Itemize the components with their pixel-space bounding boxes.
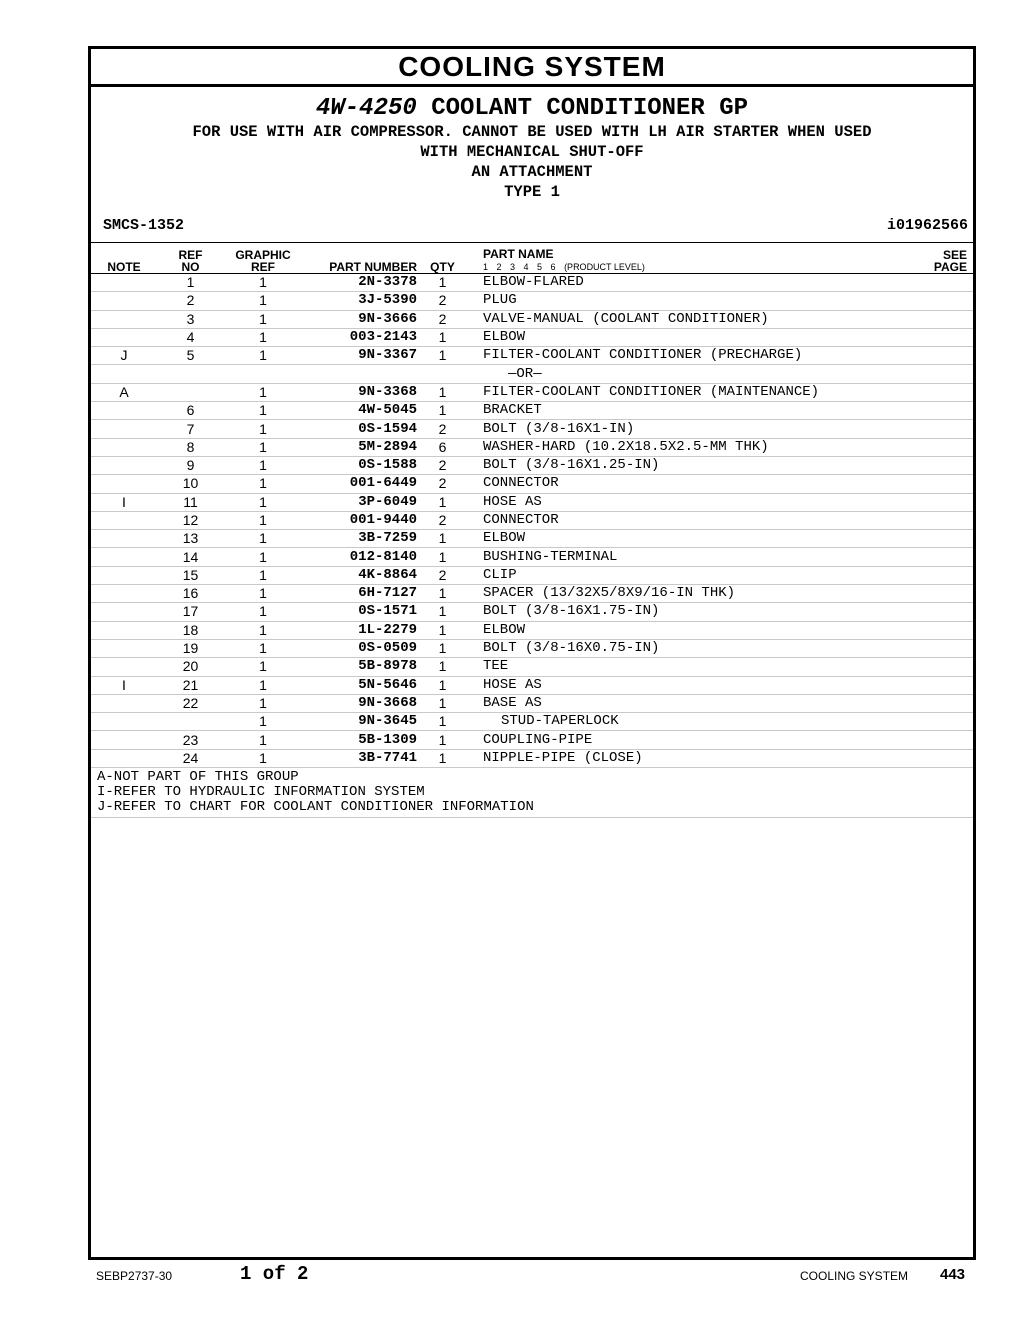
cell-note	[91, 365, 157, 383]
table-row	[91, 731, 973, 749]
cell-ref-no: 9	[157, 456, 224, 474]
cell-qty: 2	[417, 475, 468, 493]
cell-part-number: 9N-3645	[302, 713, 417, 731]
cell-qty: 1	[417, 639, 468, 657]
cell-ref-no: 8	[157, 438, 224, 456]
table-row	[91, 420, 973, 438]
cell-part-number: 0S-1571	[302, 603, 417, 621]
cell-graphic-ref: 1	[224, 328, 302, 346]
col-ref-no-top: REF	[178, 248, 203, 262]
cell-note	[91, 658, 157, 676]
cell-part-name: ELBOW	[468, 530, 912, 548]
cell-see-page	[912, 694, 973, 712]
cell-see-page	[912, 383, 973, 401]
cell-graphic-ref: 1	[224, 585, 302, 603]
cell-qty: 1	[417, 731, 468, 749]
note-line: A-NOT PART OF THIS GROUP	[97, 769, 299, 786]
cell-graphic-ref: 1	[224, 402, 302, 420]
cell-note: A	[91, 383, 157, 401]
cell-part-name: FILTER-COOLANT CONDITIONER (MAINTENANCE)	[468, 383, 912, 401]
table-row	[91, 456, 973, 474]
cell-see-page	[912, 548, 973, 566]
cell-qty: 2	[417, 420, 468, 438]
cell-see-page	[912, 402, 973, 420]
col-see-page	[912, 243, 973, 274]
cell-part-name: WASHER-HARD (10.2X18.5X2.5-MM THK)	[468, 438, 912, 456]
cell-part-number: 001-6449	[302, 475, 417, 493]
cell-graphic-ref: 1	[224, 292, 302, 310]
cell-note	[91, 310, 157, 328]
cell-qty: 2	[417, 292, 468, 310]
cell-graphic-ref: 1	[224, 420, 302, 438]
cell-part-number: 6H-7127	[302, 585, 417, 603]
cell-see-page	[912, 347, 973, 365]
cell-graphic-ref: 1	[224, 530, 302, 548]
cell-note	[91, 713, 157, 731]
cell-qty: 1	[417, 658, 468, 676]
group-note-line: AN ATTACHMENT	[471, 163, 593, 181]
cell-graphic-ref: 1	[224, 566, 302, 584]
cell-ref-no: 4	[157, 328, 224, 346]
cell-note	[91, 328, 157, 346]
cell-part-number: 5N-5646	[302, 676, 417, 694]
cell-graphic-ref: 1	[224, 639, 302, 657]
cell-graphic-ref: 1	[224, 475, 302, 493]
cell-see-page	[912, 292, 973, 310]
cell-graphic-ref: 1	[224, 713, 302, 731]
group-note-line: FOR USE WITH AIR COMPRESSOR. CANNOT BE USED WITH LH AIR STARTER WHEN USED	[192, 123, 872, 141]
table-row	[91, 603, 973, 621]
cell-ref-no: 2	[157, 292, 224, 310]
cell-see-page	[912, 475, 973, 493]
cell-see-page	[912, 438, 973, 456]
cell-note	[91, 731, 157, 749]
cell-note: I	[91, 493, 157, 511]
cell-ref-no: 14	[157, 548, 224, 566]
table-row	[91, 383, 973, 401]
cell-qty: 1	[417, 676, 468, 694]
cell-qty: 1	[417, 274, 468, 292]
table-row	[91, 566, 973, 584]
cell-ref-no: 24	[157, 749, 224, 767]
cell-part-number: 012-8140	[302, 548, 417, 566]
cell-see-page	[912, 585, 973, 603]
cell-ref-no: 10	[157, 475, 224, 493]
level-numbers: 1 2 3 4 5 6	[483, 262, 556, 272]
cell-part-number: 9N-3368	[302, 383, 417, 401]
cell-part-number: 3J-5390	[302, 292, 417, 310]
table-row	[91, 292, 973, 310]
group-number: 4W-4250	[315, 95, 417, 122]
cell-qty: 1	[417, 603, 468, 621]
table-row	[91, 621, 973, 639]
cell-see-page	[912, 420, 973, 438]
table-row	[91, 548, 973, 566]
cell-part-number: 3B-7259	[302, 530, 417, 548]
group-header	[91, 95, 973, 243]
group-name: COOLANT CONDITIONER GP	[431, 95, 749, 122]
table-row	[91, 676, 973, 694]
cell-qty: 1	[417, 328, 468, 346]
cell-graphic-ref: 1	[224, 456, 302, 474]
cell-ref-no: 7	[157, 420, 224, 438]
cell-see-page	[912, 310, 973, 328]
cell-ref-no	[157, 713, 224, 731]
cell-ref-no: 20	[157, 658, 224, 676]
cell-qty: 1	[417, 530, 468, 548]
note-line: I-REFER TO HYDRAULIC INFORMATION SYSTEM	[97, 784, 425, 801]
cell-note	[91, 274, 157, 292]
cell-qty: 1	[417, 694, 468, 712]
table-row	[91, 639, 973, 657]
cell-part-name: HOSE AS	[468, 493, 912, 511]
cell-part-name: BASE AS	[468, 694, 912, 712]
cell-see-page	[912, 603, 973, 621]
cell-part-name: FILTER-COOLANT CONDITIONER (PRECHARGE)	[468, 347, 912, 365]
cell-graphic-ref: 1	[224, 493, 302, 511]
cell-see-page	[912, 530, 973, 548]
cell-ref-no: 3	[157, 310, 224, 328]
cell-part-number: 1L-2279	[302, 621, 417, 639]
cell-graphic-ref: 1	[224, 438, 302, 456]
smcs-code: SMCS-1352	[103, 217, 185, 234]
cell-ref-no: 5	[157, 347, 224, 365]
cell-part-number: 2N-3378	[302, 274, 417, 292]
cell-part-name: CONNECTOR	[468, 475, 912, 493]
cell-ref-no: 22	[157, 694, 224, 712]
table-row	[91, 475, 973, 493]
table-header-row	[91, 243, 973, 274]
cell-graphic-ref: 1	[224, 676, 302, 694]
cell-qty: 1	[417, 383, 468, 401]
cell-qty: 1	[417, 585, 468, 603]
col-ref-no	[157, 243, 224, 274]
cell-ref-no	[157, 365, 224, 383]
cell-part-number: 0S-1594	[302, 420, 417, 438]
cell-qty: 2	[417, 310, 468, 328]
cell-part-number: 9N-3668	[302, 694, 417, 712]
cell-part-number: 0S-1588	[302, 456, 417, 474]
cell-part-name: —OR—	[468, 365, 912, 383]
table-row	[91, 530, 973, 548]
cell-qty: 1	[417, 548, 468, 566]
cell-part-name: ELBOW-FLARED	[468, 274, 912, 292]
cell-note	[91, 530, 157, 548]
cell-note	[91, 585, 157, 603]
cell-see-page	[912, 731, 973, 749]
cell-see-page	[912, 328, 973, 346]
page-frame	[88, 46, 976, 1260]
cell-note	[91, 438, 157, 456]
table-row	[91, 438, 973, 456]
cell-see-page	[912, 566, 973, 584]
cell-ref-no: 15	[157, 566, 224, 584]
cell-ref-no: 1	[157, 274, 224, 292]
col-qty: QTY	[417, 243, 468, 274]
cell-part-number: 001-9440	[302, 511, 417, 529]
cell-graphic-ref: 1	[224, 274, 302, 292]
cell-part-name: ELBOW	[468, 621, 912, 639]
cell-part-number: 9N-3666	[302, 310, 417, 328]
cell-note	[91, 420, 157, 438]
cell-note	[91, 621, 157, 639]
footer-section: COOLING SYSTEM	[800, 1269, 909, 1283]
table-row	[91, 658, 973, 676]
cell-see-page	[912, 493, 973, 511]
notes-block	[91, 768, 973, 818]
cell-part-name: BUSHING-TERMINAL	[468, 548, 912, 566]
col-see-bottom: PAGE	[933, 260, 967, 274]
group-title	[91, 95, 973, 122]
cell-see-page	[912, 713, 973, 731]
cell-note	[91, 639, 157, 657]
cell-part-name: COUPLING-PIPE	[468, 731, 912, 749]
cell-ref-no: 23	[157, 731, 224, 749]
illustration-id: i01962566	[886, 217, 968, 234]
cell-part-name: ELBOW	[468, 328, 912, 346]
cell-graphic-ref	[224, 365, 302, 383]
cell-note	[91, 292, 157, 310]
cell-part-name: VALVE-MANUAL (COOLANT CONDITIONER)	[468, 310, 912, 328]
cell-ref-no: 17	[157, 603, 224, 621]
cell-ref-no: 13	[157, 530, 224, 548]
cell-part-number: 3P-6049	[302, 493, 417, 511]
cell-qty: 2	[417, 566, 468, 584]
cell-note: I	[91, 676, 157, 694]
table-row	[91, 713, 973, 731]
cell-note	[91, 475, 157, 493]
cell-part-number: 9N-3367	[302, 347, 417, 365]
cell-part-name: TEE	[468, 658, 912, 676]
cell-note: J	[91, 347, 157, 365]
col-part-number: PART NUMBER	[302, 243, 417, 274]
cell-ref-no: 12	[157, 511, 224, 529]
table-row	[91, 493, 973, 511]
cell-qty: 1	[417, 402, 468, 420]
table-row	[91, 365, 973, 383]
cell-part-name: CLIP	[468, 566, 912, 584]
cell-part-name: BOLT (3/8-16X1.25-IN)	[468, 456, 912, 474]
table-row	[91, 694, 973, 712]
cell-note	[91, 511, 157, 529]
cell-note	[91, 456, 157, 474]
product-level-label: (PRODUCT LEVEL)	[564, 262, 645, 272]
cell-qty: 1	[417, 621, 468, 639]
cell-note	[91, 566, 157, 584]
cell-graphic-ref: 1	[224, 310, 302, 328]
cell-note	[91, 694, 157, 712]
cell-see-page	[912, 365, 973, 383]
cell-part-number: 5B-1309	[302, 731, 417, 749]
page-number: 443	[940, 1266, 966, 1283]
table-row	[91, 274, 973, 292]
cell-see-page	[912, 749, 973, 767]
section-title: COOLING SYSTEM	[91, 49, 973, 87]
note-line: J-REFER TO CHART FOR COOLANT CONDITIONER INFORMATION	[97, 799, 534, 816]
cell-graphic-ref: 1	[224, 749, 302, 767]
cell-part-name: STUD-TAPERLOCK	[468, 713, 912, 731]
cell-part-name: PLUG	[468, 292, 912, 310]
table-row	[91, 511, 973, 529]
cell-graphic-ref: 1	[224, 548, 302, 566]
cell-ref-no: 6	[157, 402, 224, 420]
cell-see-page	[912, 621, 973, 639]
table-row	[91, 585, 973, 603]
cell-ref-no: 19	[157, 639, 224, 657]
cell-part-name: BOLT (3/8-16X1.75-IN)	[468, 603, 912, 621]
cell-note	[91, 749, 157, 767]
cell-graphic-ref: 1	[224, 731, 302, 749]
col-see-top: SEE	[942, 248, 967, 262]
cell-part-name: NIPPLE-PIPE (CLOSE)	[468, 749, 912, 767]
parts-body	[91, 274, 973, 768]
cell-note	[91, 548, 157, 566]
cell-qty: 1	[417, 347, 468, 365]
cell-graphic-ref: 1	[224, 694, 302, 712]
group-note-line: TYPE 1	[504, 183, 560, 201]
cell-part-number: 0S-0509	[302, 639, 417, 657]
cell-qty: 1	[417, 749, 468, 767]
cell-part-number: 5B-8978	[302, 658, 417, 676]
cell-part-name: HOSE AS	[468, 676, 912, 694]
cell-ref-no: 16	[157, 585, 224, 603]
cell-graphic-ref: 1	[224, 347, 302, 365]
cell-part-number: 003-2143	[302, 328, 417, 346]
cell-qty: 1	[417, 713, 468, 731]
table-row	[91, 310, 973, 328]
table-row	[91, 402, 973, 420]
page-of: 1 of 2	[240, 1263, 309, 1285]
product-levels	[483, 262, 645, 272]
col-part-name-label: PART NAME	[483, 247, 554, 261]
cell-graphic-ref: 1	[224, 658, 302, 676]
cell-part-number: 3B-7741	[302, 749, 417, 767]
col-ref-no-bottom: NO	[181, 260, 200, 274]
col-graphic-top: GRAPHIC	[235, 248, 291, 262]
cell-see-page	[912, 676, 973, 694]
cell-graphic-ref: 1	[224, 603, 302, 621]
table-row	[91, 749, 973, 767]
cell-qty: 2	[417, 456, 468, 474]
cell-see-page	[912, 658, 973, 676]
cell-ref-no: 21	[157, 676, 224, 694]
cell-note	[91, 402, 157, 420]
cell-qty: 6	[417, 438, 468, 456]
col-graphic-ref	[224, 243, 302, 274]
parts-table	[91, 243, 973, 768]
table-row	[91, 328, 973, 346]
cell-part-number: 4W-5045	[302, 402, 417, 420]
group-note-line: WITH MECHANICAL SHUT-OFF	[420, 143, 644, 161]
cell-part-number	[302, 365, 417, 383]
cell-see-page	[912, 456, 973, 474]
cell-qty	[417, 365, 468, 383]
col-note: NOTE	[91, 243, 157, 274]
cell-part-name: BOLT (3/8-16X0.75-IN)	[468, 639, 912, 657]
cell-ref-no	[157, 383, 224, 401]
cell-part-name: BRACKET	[468, 402, 912, 420]
cell-graphic-ref: 1	[224, 511, 302, 529]
cell-ref-no: 18	[157, 621, 224, 639]
cell-part-number: 4K-8864	[302, 566, 417, 584]
cell-ref-no: 11	[157, 493, 224, 511]
doc-id: SEBP2737-30	[96, 1269, 173, 1283]
cell-note	[91, 603, 157, 621]
col-part-name	[468, 243, 912, 274]
cell-qty: 1	[417, 493, 468, 511]
cell-qty: 2	[417, 511, 468, 529]
col-graphic-bottom: REF	[251, 260, 275, 274]
cell-part-number: 5M-2894	[302, 438, 417, 456]
table-row	[91, 347, 973, 365]
cell-part-name: CONNECTOR	[468, 511, 912, 529]
cell-see-page	[912, 639, 973, 657]
cell-part-name: SPACER (13/32X5/8X9/16-IN THK)	[468, 585, 912, 603]
cell-see-page	[912, 274, 973, 292]
cell-part-name: BOLT (3/8-16X1-IN)	[468, 420, 912, 438]
cell-graphic-ref: 1	[224, 383, 302, 401]
cell-graphic-ref: 1	[224, 621, 302, 639]
cell-see-page	[912, 511, 973, 529]
